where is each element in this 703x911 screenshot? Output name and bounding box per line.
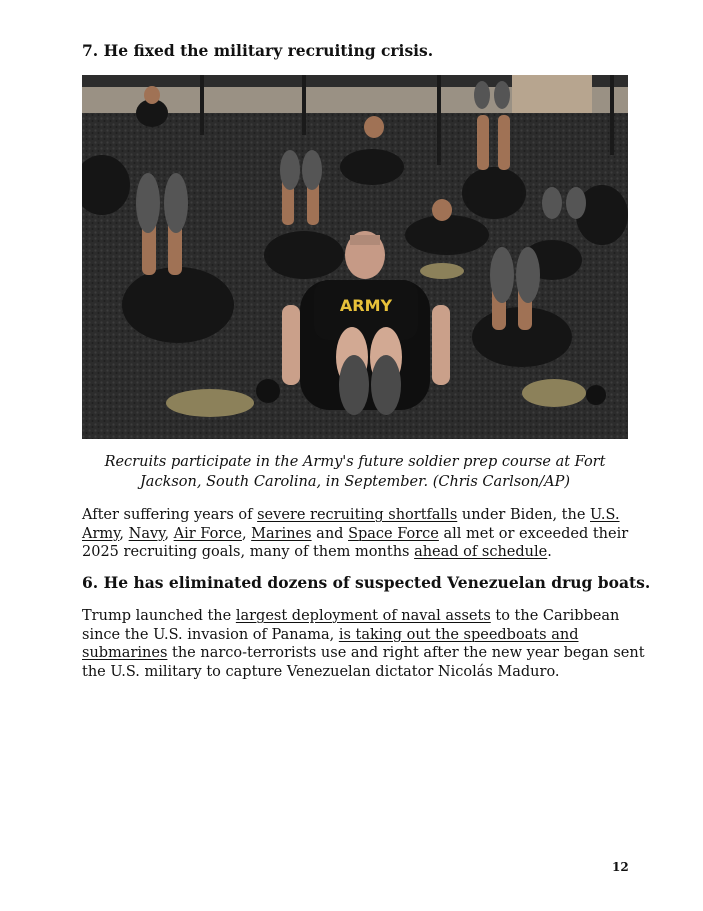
ahead-of-schedule-link[interactable]: ahead of schedule	[414, 544, 548, 560]
paragraph-line	[82, 644, 645, 663]
text-run: After suffering years of	[82, 507, 258, 523]
severe-recruiting-shortfalls-link[interactable]: severe recruiting shortfalls	[257, 507, 458, 523]
text-run: all met or exceeded their	[438, 525, 629, 542]
paragraph-line	[82, 543, 642, 562]
marines-link[interactable]: Marines	[251, 525, 312, 542]
text-run: ,	[119, 525, 129, 542]
photo-caption	[82, 452, 628, 492]
air-force-link[interactable]: Air Force	[173, 525, 242, 542]
speedboats-link-cont[interactable]: submarines	[82, 645, 168, 661]
paragraph-line: the U.S. military to capture Venezuelan dictator Nicolás Maduro.	[82, 663, 560, 680]
us-army-link[interactable]: U.S.	[590, 507, 620, 523]
naval-assets-link[interactable]: largest deployment of naval assets	[235, 608, 491, 624]
section-heading-6: 6. He has eliminated dozens of suspected Venezuelan drug boats.	[82, 573, 651, 592]
drug-boats-paragraph	[82, 607, 645, 681]
text-run: since the U.S. invasion of Panama,	[82, 626, 339, 643]
page-number: 12	[612, 860, 629, 874]
text-run: ,	[241, 525, 252, 542]
paragraph-line	[82, 626, 642, 645]
navy-link[interactable]: Navy	[128, 525, 165, 542]
speedboats-link[interactable]: is taking out the speedboats and	[338, 626, 579, 643]
text-run: 2025 recruiting goals, many of them months	[82, 544, 415, 560]
text-run: .	[547, 544, 552, 560]
caption-line-2: Jackson, South Carolina, in September. (Chris Carlson/AP)	[139, 474, 570, 490]
caption-line-1: Recruits participate in the Army's future soldier prep course at Fort	[104, 454, 606, 470]
text-run: under Biden, the	[457, 507, 591, 523]
text-run: the narco-terrorists use and right after the new year began sent	[167, 645, 645, 661]
paragraph-line	[82, 525, 642, 544]
recruiting-paragraph	[82, 506, 642, 562]
recruits-training-photo	[82, 75, 628, 439]
paragraph-line	[82, 607, 642, 626]
space-force-link[interactable]: Space Force	[348, 525, 439, 542]
us-army-link-cont[interactable]: Army	[82, 525, 120, 542]
text-run: and	[311, 525, 349, 542]
text-run: Trump launched the	[82, 608, 236, 624]
text-run: to the Caribbean	[490, 608, 620, 624]
army-shirt-text: ARMY	[339, 296, 393, 315]
text-run: ,	[164, 525, 174, 542]
paragraph-line	[82, 506, 642, 525]
section-heading-7: 7. He fixed the military recruiting crisis.	[82, 41, 434, 60]
